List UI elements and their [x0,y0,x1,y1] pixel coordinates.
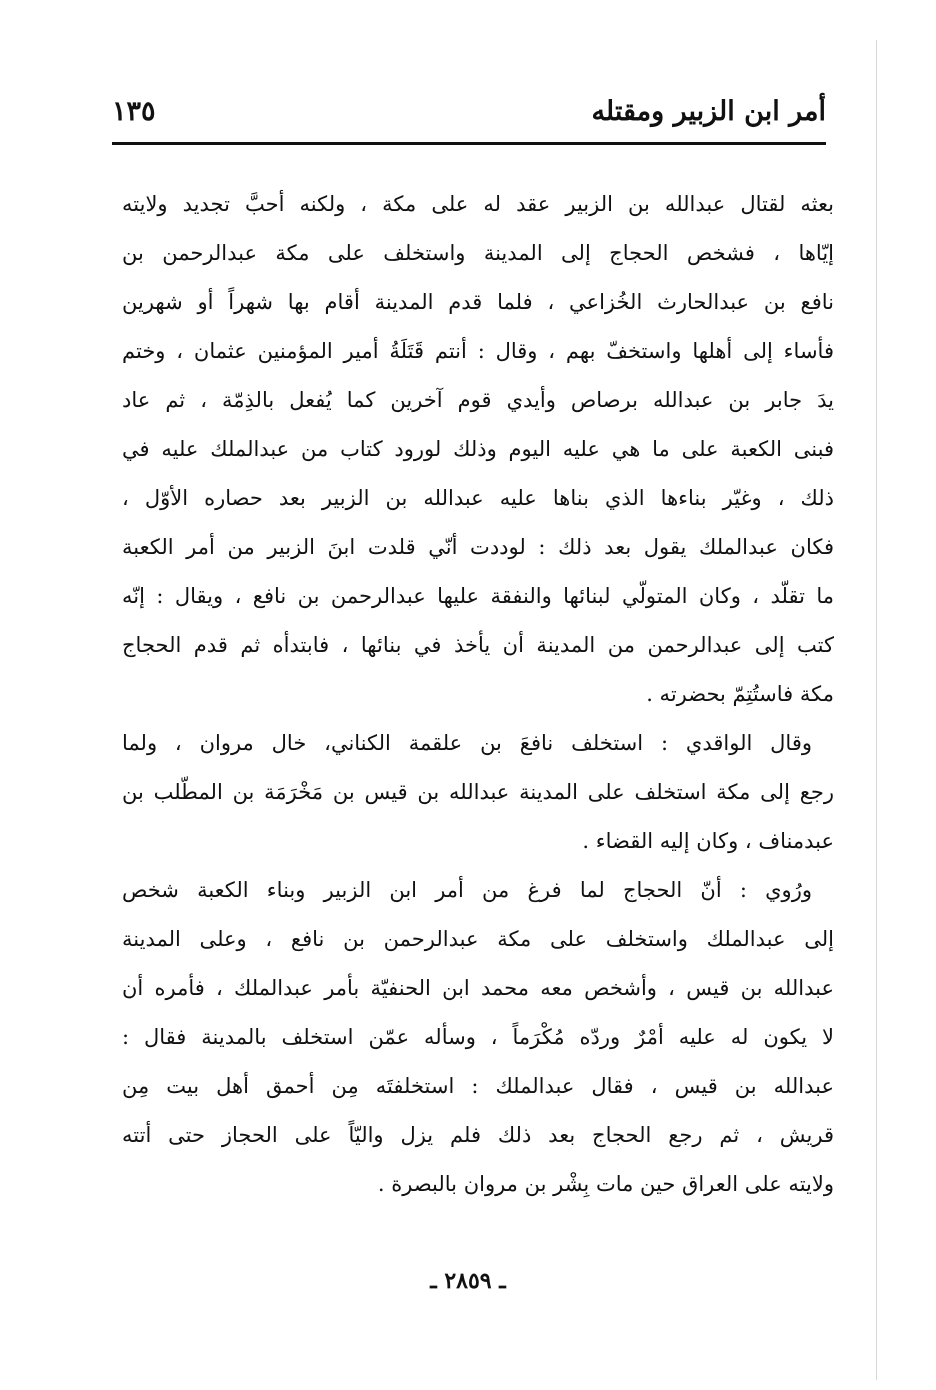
text-line: عبدالله بن قيس ، فقال عبدالملك : استخلفتَه مِن أحمق أهل بيت مِن [122,1074,834,1098]
text-line: إيّاها ، فشخص الحجاج إلى المدينة واستخلف على مكة عبدالرحمن بن [122,241,834,265]
header-title: أمر ابن الزبير ومقتله [591,96,826,127]
running-header [112,92,826,136]
text-line: ذلك ، وغيّر بناءها الذي بناها عليه عبدالله بن الزبير بعد حصاره الأوّل ، [122,486,834,510]
text-line: عبدالله بن قيس ، وأشخص معه محمد ابن الحنفيّة بأمر عبدالملك ، فأمره أن [122,976,834,1000]
text-line: لا يكون له عليه أمْرٌ وردّه مُكْرَماً ، وسأله عمّن استخلف بالمدينة فقال : [122,1025,834,1049]
text-line: رجع إلى مكة استخلف على المدينة عبدالله بن قيس بن مَخْرَمَة بن المطّلب بن [122,780,834,804]
text-line: يدَ جابر بن عبدالله برصاص وأيدي قوم آخرين كما يُفعل بالذِمّة ، ثم عاد [122,388,834,412]
text-line: فبنى الكعبة على ما هي عليه اليوم وذلك لورود كتاب من عبدالملك عليه في [122,437,834,461]
text-line: فأساء إلى أهلها واستخفّ بهم ، وقال : أنتم قَتَلَةُ أمير المؤمنين عثمان ، وختم [122,339,834,363]
text-line: مكة فاستُتِمّ بحضرته . [646,682,834,706]
paragraph-1 [122,180,834,719]
text-line: فكان عبدالملك يقول بعد ذلك : لوددت أنّي قلدت ابنَ الزبير من أمر الكعبة [122,535,834,559]
text-line: كتب إلى عبدالرحمن من المدينة أن يأخذ في بنائها ، فابتدأه ثم قدم الحجاج [122,633,834,657]
text-line: عبدمناف ، وكان إليه القضاء . [582,829,834,853]
text-line: ورُوي : أنّ الحجاج لما فرغ من أمر ابن الزبير وبناء الكعبة شخص [122,878,812,902]
text-line: قريش ، ثم رجع الحجاج بعد ذلك فلم يزل واليّاً على الحجاز حتى أتته [122,1123,834,1147]
paragraph-2 [122,719,834,866]
text-line: بعثه لقتال عبدالله بن الزبير عقد له على مكة ، ولكنه أحبَّ تجديد ولايته [122,192,834,216]
text-line: وقال الواقدي : استخلف نافعَ بن علقمة الكناني، خال مروان ، ولما [122,731,812,755]
paragraph-3 [122,866,834,1209]
header-page-number: ١٣٥ [112,96,156,127]
binding-edge-line [876,40,877,1380]
text-line: ما تقلّد ، وكان المتولّي لبنائها والنفقة عليها عبدالرحمن بن نافع ، ويقال : إنّه [122,584,834,608]
text-line: نافع بن عبدالحارث الخُزاعي ، فلما قدم المدينة أقام بها شهراً أو شهرين [122,290,834,314]
body-text [122,180,834,1209]
text-line: ولايته على العراق حين مات بِشْر بن مروان بالبصرة . [377,1172,834,1196]
text-line: إلى عبدالملك واستخلف على مكة عبدالرحمن بن نافع ، وعلى المدينة [122,927,834,951]
header-rule [112,142,826,145]
page-footer-folio: ـ ٢٨٥٩ ـ [430,1268,506,1294]
